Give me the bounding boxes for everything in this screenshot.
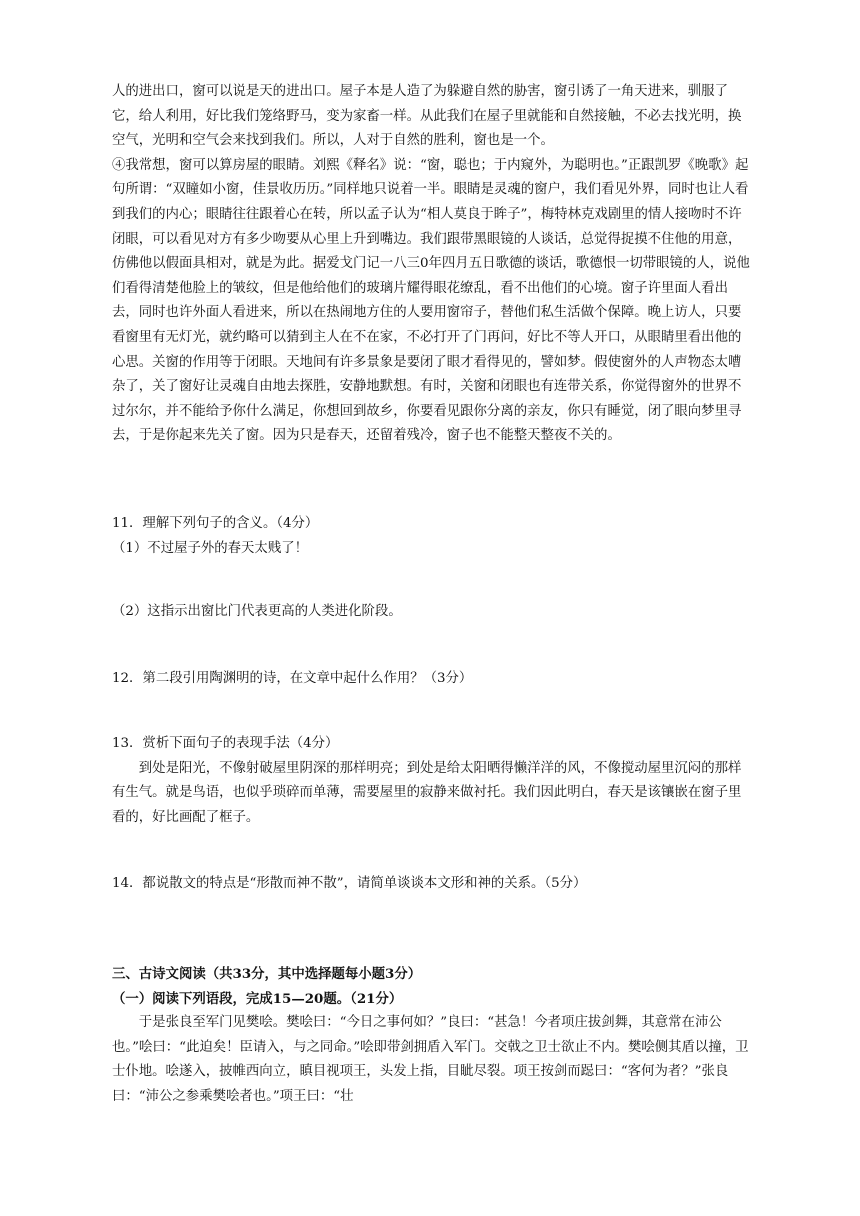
classical-passage: 于是张良至军门见樊哙。樊哙曰：“今日之事何如？”良曰：“甚急！今者项庄拔剑舞，其意常在沛公也。”哙曰：“此迫矣！臣请入，与之同命。”哙即带剑拥盾入军门。交戟之卫士欲止不内。樊哙侧其盾以撞，卫士仆地。哙遂入，披帷西向立，瞋目视项王，头发上指，目眦尽裂。项王按剑而跽曰：“客何为者？”张良曰：“沛公之参乘樊哙者也。”项王曰：“壮 bbox=[112, 1015, 749, 1104]
question-11 bbox=[112, 512, 752, 561]
question-14-stem: 14．都说散文的特点是“形散而神不散”，请简单谈谈本文形和神的关系。（5分） bbox=[112, 876, 587, 891]
question-11-sub-1: （1）不过屋子外的春天太贱了！ bbox=[112, 540, 308, 556]
question-14 bbox=[112, 872, 752, 897]
paragraph-4: ④我常想，窗可以算房屋的眼睛。刘熙《释名》说：“窗，聪也；于内窥外，为聪明也。”正跟凯罗《晚歌》起句所谓：“双瞳如小窗，佳景收历历。”同样地只说着一半。眼睛是灵魂的窗户，我们看见外界，同时也让人看到我们的内心；眼睛往往跟着心在转，所以孟子认为“相人莫良于眸子”，梅特林克戏剧里的情人接吻时不许闭眼，可以看见对方有多少吻要从心里上升到嘴边。我们跟带黑眼镜的人谈话，总觉得捉摸不住他的用意，仿佛他以假面具相对，就是为此。据爱戈门记一八三0年四月五日歌德的谈话，歌德恨一切带眼镜的人，说他们看得清楚他脸上的皱纹，但是他给他们的玻璃片耀得眼花缭乱，看不出他们的心境。窗子许里面人看出去，同时也许外面人看进来，所以在热闹地方住的人要用窗帘子，替他们私生活做个保障。晚上访人，只要看窗里有无灯光，就约略可以猜到主人在不在家，不必打开了门再问，好比不等人开口，从眼睛里看出他的心思。关窗的作用等于闭眼。天地间有许多景象是要闭了眼才看得见的，譬如梦。假使窗外的人声物态太嘈杂了，关了窗好让灵魂自由地去探胜，安静地默想。有时，关窗和闭眼也有连带关系，你觉得窗外的世界不过尔尔，并不能给予你什么满足，你想回到故乡，你要看见跟你分离的亲友，你只有睡觉，闭了眼向梦里寻去，于是你起来先关了窗。因为只是春天，还留着残冷，窗子也不能整天整夜不关的。 bbox=[112, 157, 750, 444]
passage-end bbox=[112, 80, 752, 449]
section-3-subheading: （一）阅读下列语段，完成15—20题。（21分） bbox=[112, 990, 403, 1007]
question-13-quote: 到处是阳光，不像射破屋里阴深的那样明亮；到处是给太阳晒得懒洋洋的风，不像搅动屋里沉闷的那样有生气。就是鸟语，也似乎琐碎而单薄，需要屋里的寂静来做衬托。我们因此明白，春天是该镶嵌在窗子里看的，好比画配了框子。 bbox=[112, 760, 742, 825]
section-3-heading: 三、古诗文阅读（共33分，其中选择题每小题3分） bbox=[112, 966, 422, 982]
question-12 bbox=[112, 667, 752, 692]
question-11-part-2 bbox=[112, 600, 752, 625]
question-11-sub-2: （2）这指示出窗比门代表更高的人类进化阶段。 bbox=[112, 604, 402, 619]
question-11-stem: 11．理解下列句子的含义。（4分） bbox=[112, 516, 319, 531]
question-13 bbox=[112, 732, 752, 830]
question-12-stem: 12．第二段引用陶渊明的诗，在文章中起什么作用？（3分） bbox=[112, 671, 473, 686]
section-3 bbox=[112, 962, 752, 1110]
question-13-stem: 13．赏析下面句子的表现手法（4分） bbox=[112, 736, 339, 751]
paragraph-3-tail: 人的进出口，窗可以说是天的进出口。屋子本是人造了为躲避自然的胁害，窗引诱了一角天进来，驯服了它，给人利用，好比我们笼络野马，变为家畜一样。从此我们在屋子里就能和自然接触，不必去找光明，换空气，光明和空气会来找到我们。所以，人对于自然的胜利，窗也是一个。 bbox=[112, 84, 742, 149]
